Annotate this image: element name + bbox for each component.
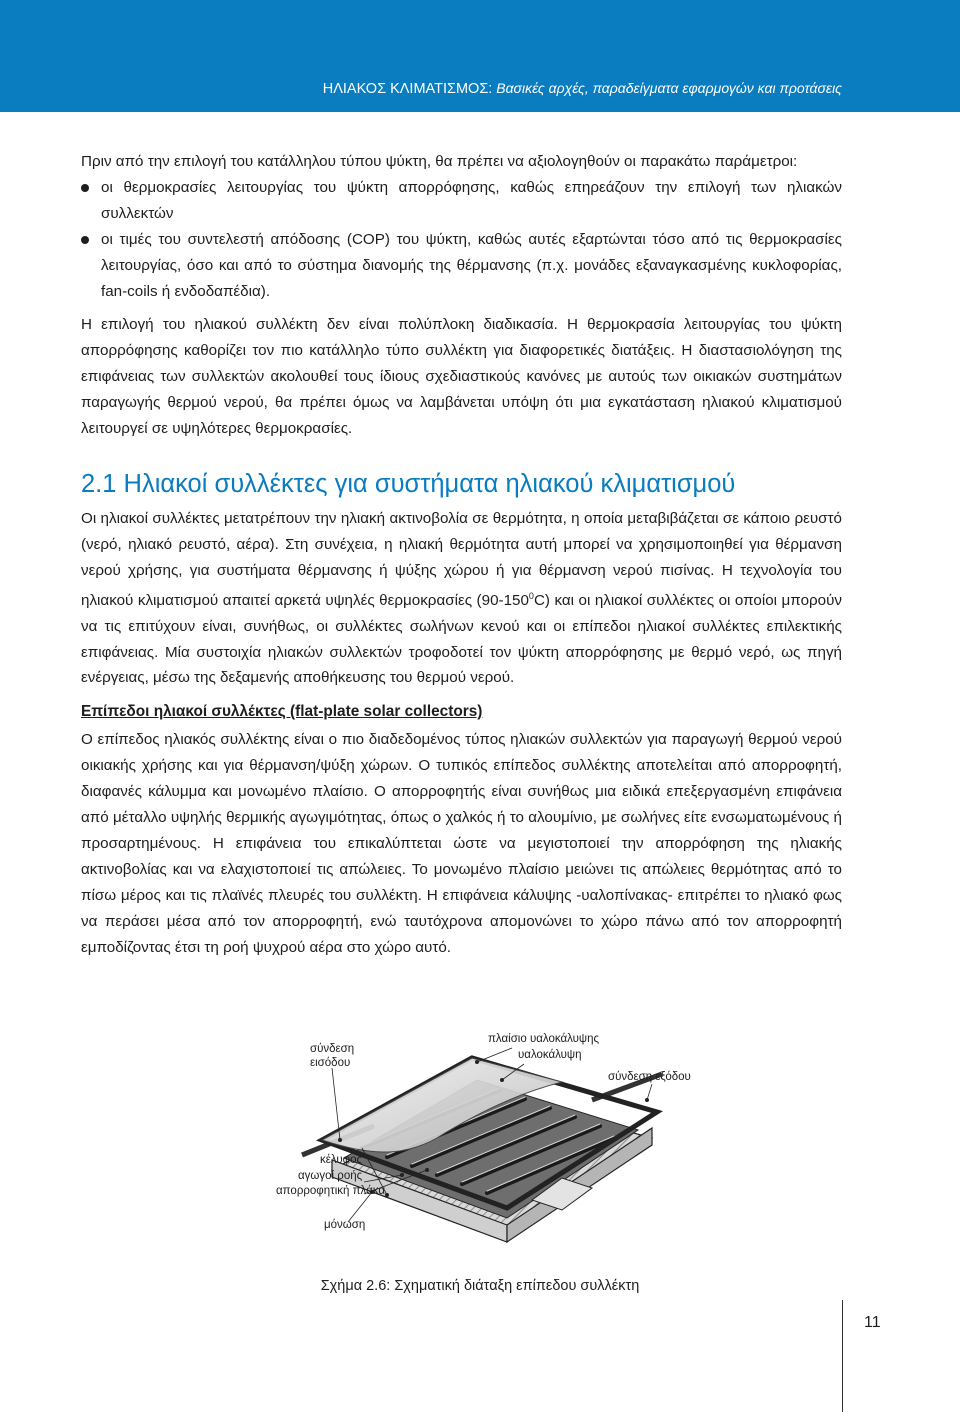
header-title: ΗΛΙΑΚΟΣ ΚΛΙΜΑΤΙΣΜΟΣ: bbox=[322, 81, 493, 97]
bullet-icon bbox=[81, 236, 89, 244]
intro-paragraph: Πριν από την επιλογή του κατάλληλου τύπου ψύκτη, θα πρέπει να αξιολογηθούν οι παρακάτω παράμετροι: bbox=[81, 153, 798, 170]
header-bar bbox=[0, 0, 960, 112]
page-number: 11 bbox=[864, 1314, 881, 1331]
header-subtitle: Βασικές αρχές, παραδείγματα εφαρμογών και προτάσεις bbox=[496, 80, 842, 96]
list-item bbox=[81, 227, 842, 305]
label-casing: κέλυφος bbox=[320, 1154, 363, 1166]
subsection-paragraph: Ο επίπεδος ηλιακός συλλέκτης είναι ο πιο διαδεδομένος τύπος ηλιακών συλλεκτών για παραγωγή θερμού νερού οικιακής χρήσης και για θέρμανση/ψύξη χώρων. Ο τυπικός επίπεδος συλλέκτης αποτελείται από απορροφητή, διαφανές κάλυμμα και μονωμένο πλαίσιο. Ο απορροφητής είναι συνήθως μια ειδικά επεξεργασμένη επιφάνεια από μέταλλο υψηλής θερμικής αγωγιμότητας, όπως ο χαλκός ή το αλουμίνιο, με σωλήνες είτε ενσωματωμένους ή προσαρτημένους. Η επιφάνεια του επικαλύπτεται ώστε να μεγιστοποιεί την απορρόφηση της ηλιακής ακτινοβολίας και να ελαχιστοποιεί τις απώλειες. Το μονωμένο πλαίσιο μειώνει τις απώλειες θερμότητας από το πίσω μέρος και τις πλαϊνές πλευρές του συλλέκτη. Η επιφάνεια κάλυψης -υαλοπίνακας- επιτρέπει το ηλιακό φως να περάσει μέσα από τον απορροφητή, ενώ ταυτόχρονα απομονώνει το χώρο πάνω από τον απορροφητή εμποδίζοντας έτσι τη ροή ψυχρού αέρα στο χώρο αυτό. bbox=[81, 731, 842, 956]
label-outlet: σύνδεση εξόδου bbox=[608, 1071, 691, 1083]
degree-superscript: 0 bbox=[528, 590, 534, 601]
section-text-part1: Οι ηλιακοί συλλέκτες μετατρέπουν την ηλιακή ακτινοβολία σε θερμότητα, η οποία μεταβιβάζεται σε κάποιο ρευστό (νερό, ηλιακό ρευστό, αέρα). Στη συνέχεια, η ηλιακή θερμότητα αυτή μπορεί να χρησιμοποιηθεί για θέρμανση νερού χρήσης, για συστήματα θέρμανσης ή ψύξης χώρου ή για θέρμανση νερού πισίνας. Η τεχνολογία του ηλιακού κλιματισμού απαιτεί αρκετά υψηλές θερμοκρασίες (90-150 bbox=[81, 509, 842, 609]
label-absorber-plate: απορροφητική πλάκα bbox=[276, 1185, 386, 1197]
parameter-list bbox=[81, 175, 842, 305]
label-glazing-frame: πλαίσιο υαλοκάλυψης bbox=[488, 1033, 600, 1045]
section-paragraph bbox=[81, 506, 842, 691]
bullet-icon bbox=[81, 184, 89, 192]
section-heading: 2.1 Ηλιακοί συλλέκτες για συστήματα ηλιακού κλιματισμού bbox=[81, 469, 736, 498]
collector-selection-paragraph: Η επιλογή του ηλιακού συλλέκτη δεν είναι πολύπλοκη διαδικασία. Η θερμοκρασία λειτουργίας του ψύκτη απορρόφησης καθορίζει τον πιο κατάλληλο τύπο συλλέκτη για διαφορετικές διατάξεις. Η διαστασιολόγηση της επιφάνειας των συλλεκτών ακολουθεί τους ίδιους σχεδιαστικούς κανόνες με αυτούς των οικιακών συστημάτων παραγωγής θερμού νερού, θα πρέπει όμως να λαμβάνεται υπόψη ότι μια εγκατάσταση ηλιακού κλιματισμού λειτουργεί σε υψηλότερες θερμοκρασίες. bbox=[81, 316, 842, 438]
label-insulation: μόνωση bbox=[324, 1219, 366, 1231]
list-item bbox=[81, 175, 842, 227]
running-header bbox=[323, 80, 842, 97]
label-flow-tubes: αγωγοί ροής bbox=[298, 1170, 363, 1182]
label-inlet: σύνδεση εισόδου bbox=[310, 1043, 355, 1069]
label-glazing: υαλοκάλυψη bbox=[518, 1049, 582, 1061]
subsection-heading: Επίπεδοι ηλιακοί συλλέκτες (flat-plate solar collectors) bbox=[81, 703, 483, 721]
list-item-text: οι θερμοκρασίες λειτουργίας του ψύκτη απορρόφησης, καθώς επηρεάζουν την επιλογή των ηλιακών συλλεκτών bbox=[101, 178, 842, 222]
section-text-part2: C) και οι ηλιακοί συλλέκτες οι οποίοι μπορούν να τις επιτύχουν είναι, συνήθως, οι συλλέκτες σωλήνων κενού και οι επίπεδοι ηλιακοί συλλέκτες επιλεκτικής επιφάνειας. Μία συστοιχία ηλιακών συλλεκτών τροφοδοτεί τον ψύκτη απορρόφησης με θερμό νερό, ως πηγή ενέργειας, μέσω της δεξαμενής αποθήκευσης του θερμού νερού. bbox=[81, 591, 842, 687]
page-number-rule bbox=[842, 1300, 843, 1412]
figure-caption: Σχήμα 2.6: Σχηματική διάταξη επίπεδου συλλέκτη bbox=[320, 1278, 640, 1294]
main-content bbox=[81, 149, 842, 960]
list-item-text: οι τιμές του συντελεστή απόδοσης (COP) του ψύκτη, καθώς αυτές εξαρτώνται τόσο από τις θερμοκρασίες λειτουργίας, όσο και από το σύστημα διανομής της θέρμανσης (π.χ. μονάδες εξαναγκασμένης κυκλοφορίας, fan-coils ή ενδοδαπέδια). bbox=[101, 230, 842, 300]
flat-plate-collector-figure bbox=[262, 1020, 712, 1260]
